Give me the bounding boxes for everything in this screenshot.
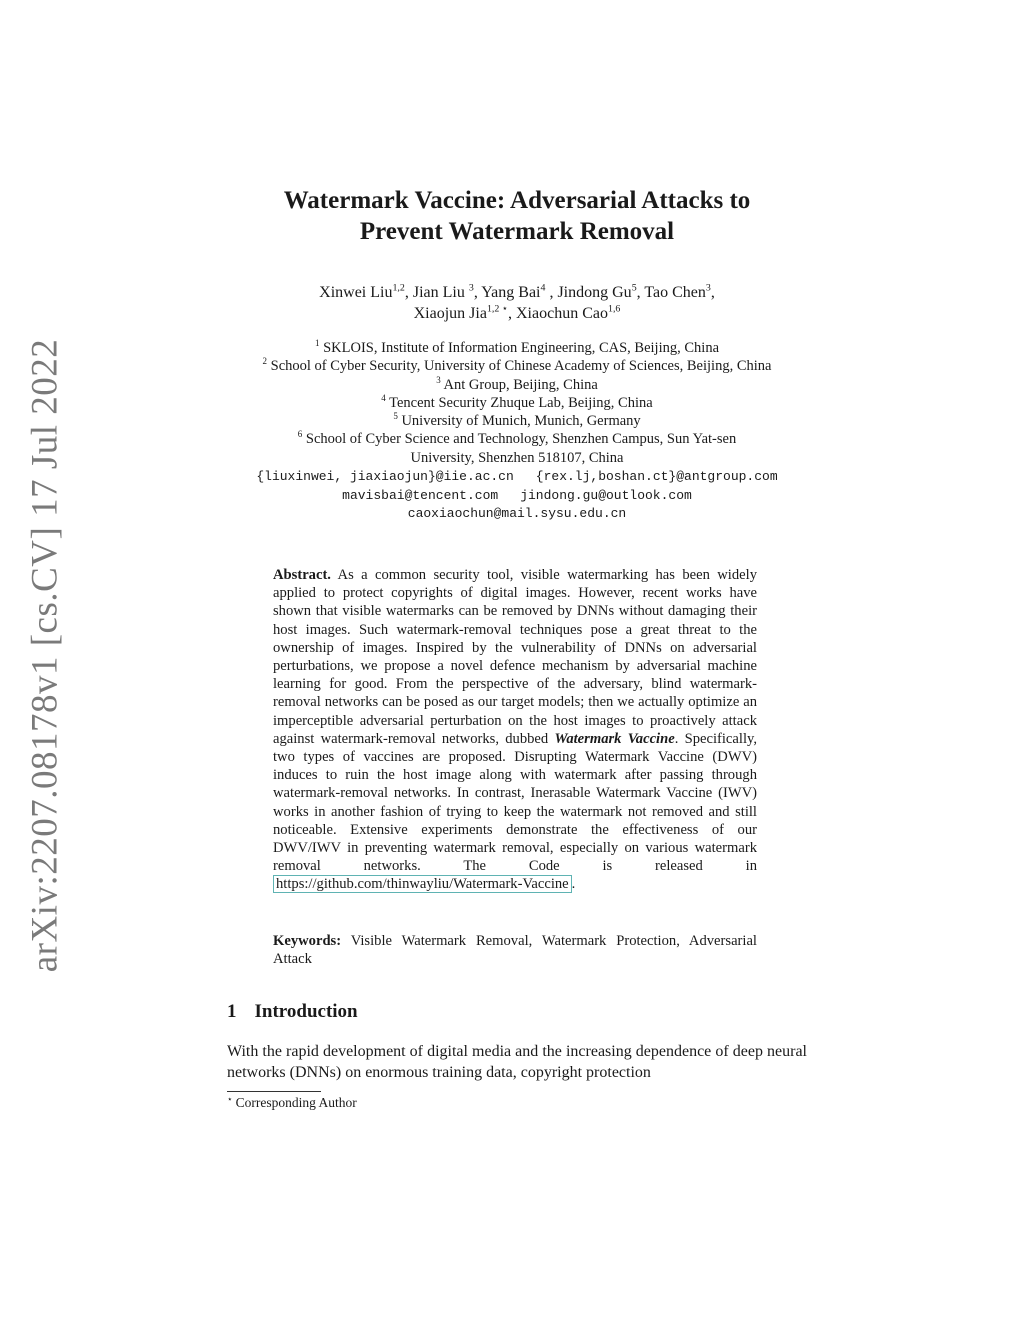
arxiv-id: arXiv:2207.08178v1 [cs.CV] 17 Jul 2022 xyxy=(24,338,66,972)
affiliation-item xyxy=(227,357,807,375)
intro-paragraph: With the rapid development of digital media and the increasing dependence of deep neural networks (DNNs) on enormous training data, copyright protection xyxy=(227,1043,807,1081)
affiliation-text: University, Shenzhen 518107, China xyxy=(410,449,624,466)
author-name: Xiaochun Cao xyxy=(516,305,608,322)
affiliation-number: 2 xyxy=(262,356,268,367)
affiliation-item xyxy=(227,339,807,357)
author-list xyxy=(227,282,807,324)
author-affil-sup: 1,2 ⋆ xyxy=(486,303,508,315)
author-affil-sup: 1,6 xyxy=(607,303,621,315)
author-affil-sup: 3 xyxy=(705,282,711,294)
author-name: Xinwei Liu xyxy=(319,284,393,301)
affiliation-item xyxy=(227,394,807,412)
abstract-text-continued: . Specifically, two types of vaccines are proposed. Disrupting Watermark Vaccine (DWV) induces to ruin the host image along with watermark after passing through watermark-removal networks. In contrast, Inerasable Watermark Vaccine (IWV) works in another fashion of trying to keep the watermark not removed and still noticeable. Extensive experiments demonstrate the effectiveness of our DWV/IWV in preventing watermark removal, especially on various watermark removal networks. The Code is released in xyxy=(273,730,757,875)
arxiv-stamp xyxy=(20,338,70,972)
author-name: Jian Liu xyxy=(412,284,469,301)
email-address: {rex.lj,boshan.ct}@antgroup.com xyxy=(535,469,778,484)
title-line-2: Prevent Watermark Removal xyxy=(359,218,675,245)
code-link[interactable]: https://github.com/thinwayliu/Watermark-Vaccine xyxy=(273,875,572,893)
footnote-mark: ⋆ xyxy=(227,1093,233,1104)
email-address: caoxiaochun@mail.sysu.edu.cn xyxy=(407,506,627,522)
section-number: 1 xyxy=(227,1001,237,1022)
email-address: jindong.gu@outlook.com xyxy=(520,487,692,503)
author-affil-sup: 3 xyxy=(468,282,474,294)
author-affil-sup: 5 xyxy=(631,282,637,294)
abstract-emphasis: Watermark Vaccine xyxy=(554,730,675,747)
footnote xyxy=(227,1095,357,1111)
title-line-1: Watermark Vaccine: Adversarial Attacks to xyxy=(283,187,751,214)
author-sep: , xyxy=(404,284,413,301)
affiliation-text: University of Munich, Munich, Germany xyxy=(401,413,641,430)
author-name: Jindong Gu xyxy=(557,284,632,301)
abstract-label: Abstract. xyxy=(273,567,331,583)
author-name: Yang Bai xyxy=(481,284,541,301)
affiliation-number: 4 xyxy=(381,393,386,404)
affiliation-text: Ant Group, Beijing, China xyxy=(443,376,598,393)
affiliation-text: Tencent Security Zhuque Lab, Beijing, China xyxy=(389,394,653,411)
affiliation-number: 3 xyxy=(436,374,441,385)
author-affil-sup: 4 xyxy=(540,282,546,294)
affiliation-item xyxy=(227,430,807,448)
section-title: Introduction xyxy=(254,1001,358,1022)
affiliation-text: SKLOIS, Institute of Information Engineering, CAS, Beijing, China xyxy=(323,340,719,356)
abstract-text: As a common security tool, visible watermarking has been widely applied to protect copyrights of digital images. However, recent works have shown that visible watermarks can be removed by DNNs without damaging their host images. Such watermark-removal techniques pose a great threat to the ownership of images. Inspired by the vulnerability of DNNs on adversarial perturbations, we propose a novel defence mechanism by adversarial machine learning for good. From the perspective of the adversary, blind watermark-removal networks can be posed as our target models; then we actually optimize an imperceptible adversarial perturbation on the host images to proactively attack against watermark-removal networks, dubbed xyxy=(273,567,757,747)
keywords xyxy=(273,932,757,968)
email-line-3 xyxy=(227,505,807,524)
author-name: Xiaojun Jia xyxy=(413,305,487,322)
affiliation-list xyxy=(227,339,807,467)
abstract xyxy=(273,566,757,894)
author-name: Tao Chen xyxy=(644,284,706,301)
author-sep: , xyxy=(710,284,715,301)
author-line-1 xyxy=(227,282,807,303)
author-sep: , xyxy=(545,284,558,301)
keywords-text: Visible Watermark Removal, Watermark Protection, Adversarial Attack xyxy=(273,933,757,968)
affiliation-number: 1 xyxy=(314,338,320,349)
author-line-2 xyxy=(227,303,807,324)
footnote-text: Corresponding Author xyxy=(235,1095,357,1110)
email-list xyxy=(227,468,807,524)
section-heading xyxy=(227,1001,358,1023)
affiliation-item xyxy=(227,412,807,430)
affiliation-item xyxy=(227,376,807,394)
email-address: mavisbai@tencent.com xyxy=(342,487,499,503)
email-line-1 xyxy=(227,468,807,487)
footnote-rule xyxy=(227,1091,321,1092)
author-affil-sup: 1,2 xyxy=(392,282,405,294)
affiliation-number: 5 xyxy=(393,411,398,422)
author-sep: , xyxy=(636,284,645,301)
affiliation-number: 6 xyxy=(297,429,303,440)
email-line-2 xyxy=(227,487,807,506)
affiliation-item xyxy=(227,449,807,467)
author-sep: , xyxy=(508,305,516,322)
paper-title xyxy=(227,185,807,247)
author-sep: , xyxy=(473,284,482,301)
affiliation-text: School of Cyber Security, University of Chinese Academy of Sciences, Beijing, China xyxy=(270,358,772,375)
keywords-label: Keywords: xyxy=(273,933,342,949)
abstract-end: . xyxy=(571,876,576,893)
email-address: {liuxinwei, jiaxiaojun}@iie.ac.cn xyxy=(256,469,514,484)
affiliation-text: School of Cyber Science and Technology, Shenzhen Campus, Sun Yat-sen xyxy=(305,431,737,448)
